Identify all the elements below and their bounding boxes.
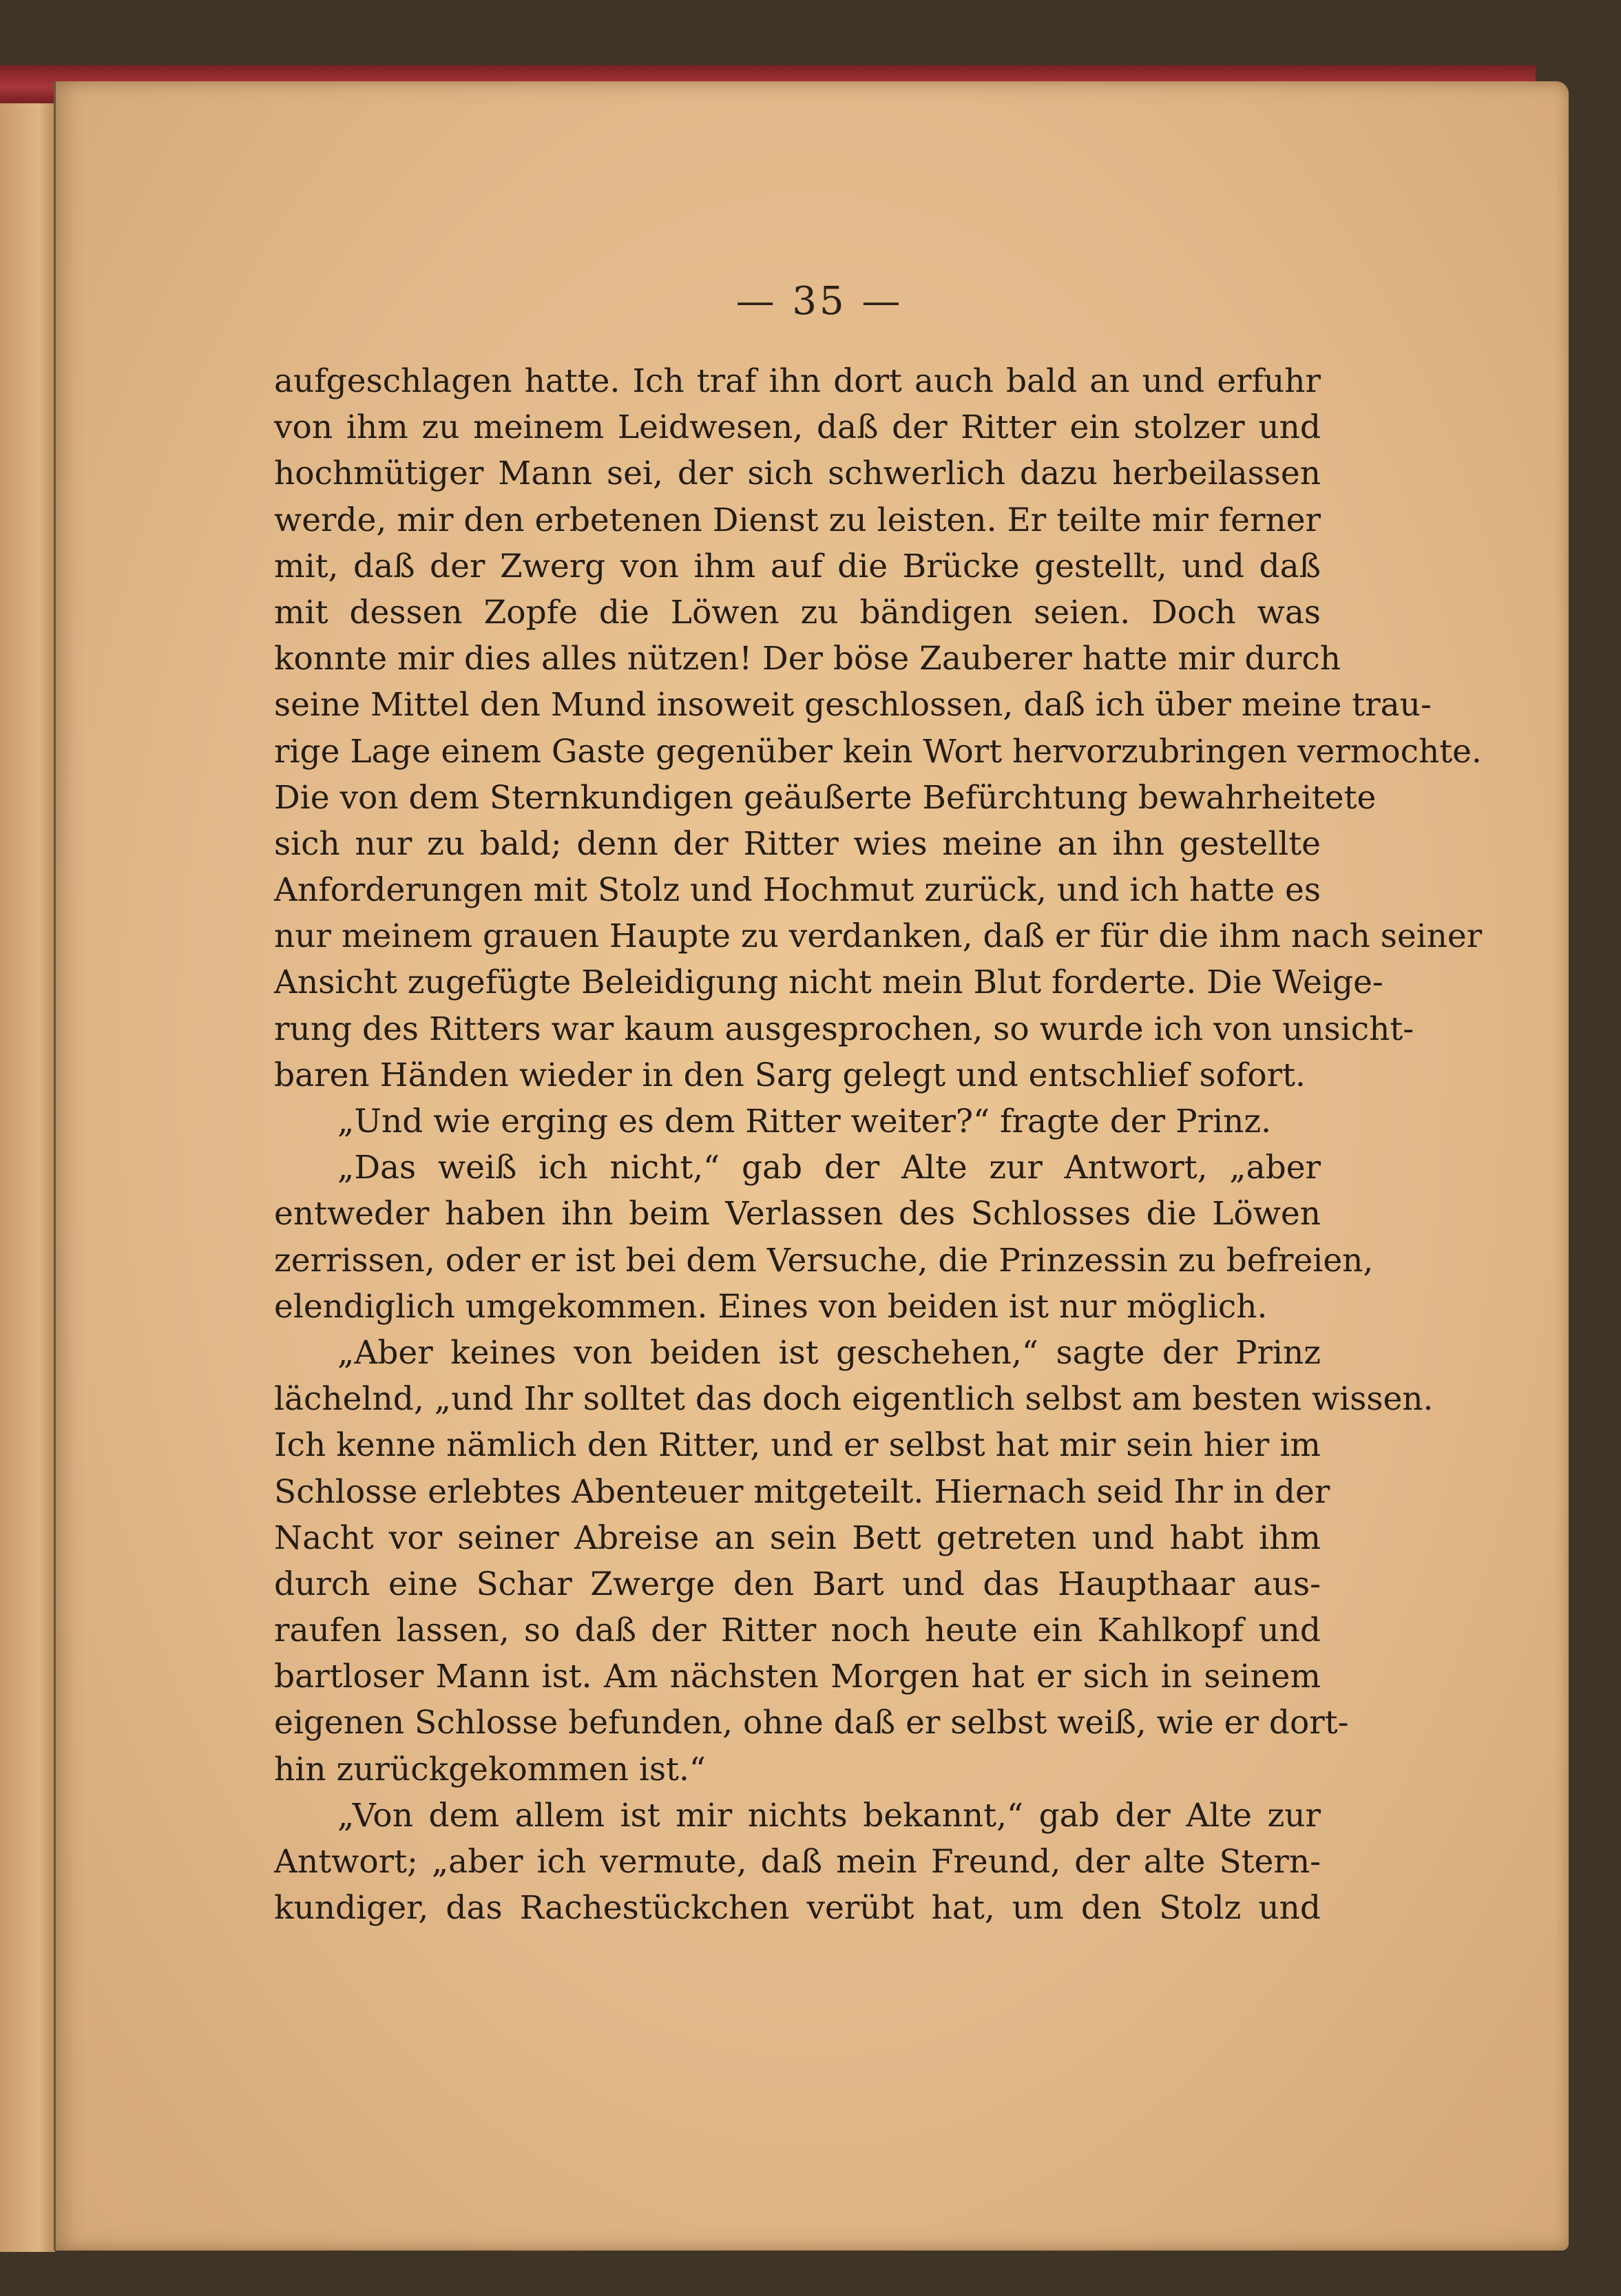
text-line: sich nur zu bald; denn der Ritter wies meine an ihn gestellte bbox=[274, 824, 1321, 863]
text-line: durch eine Schar Zwerge den Bart und das Haupthaar aus- bbox=[274, 1565, 1321, 1603]
text-line: konnte mir dies alles nützen! Der böse Zauberer hatte mir durch bbox=[274, 640, 1341, 678]
text-line: hin zurückgekommen ist.“ bbox=[274, 1750, 706, 1788]
text-line: bartloser Mann ist. Am nächsten Morgen hat er sich in seinem bbox=[274, 1658, 1321, 1696]
text-line: „Das weiß ich nicht,“ gab der Alte zur Antwort, „aber bbox=[337, 1149, 1321, 1187]
text-line: Antwort; „aber ich vermute, daß mein Freund, der alte Stern- bbox=[274, 1843, 1321, 1881]
text-line: kundiger, das Rachestückchen verübt hat, um den Stolz und bbox=[274, 1889, 1321, 1928]
text-line: baren Händen wieder in den Sarg gelegt und entschlief sofort. bbox=[274, 1056, 1306, 1094]
text-line: „Von dem allem ist mir nichts bekannt,“ gab der Alte zur bbox=[337, 1796, 1321, 1835]
text-line: Schlosse erlebtes Abenteuer mitgeteilt. Hiernach seid Ihr in der bbox=[274, 1472, 1330, 1511]
text-line: von ihm zu meinem Leidwesen, daß der Ritter ein stolzer und bbox=[274, 408, 1321, 447]
text-line: mit dessen Zopfe die Löwen zu bändigen seien. Doch was bbox=[274, 593, 1321, 632]
text-line: entweder haben ihn beim Verlassen des Schlosses die Löwen bbox=[274, 1195, 1321, 1233]
text-line: Anforderungen mit Stolz und Hochmut zurück, und ich hatte es bbox=[274, 871, 1321, 910]
text-line: elendiglich umgekommen. Eines von beiden ist nur möglich. bbox=[274, 1287, 1268, 1326]
text-line: lächelnd, „und Ihr solltet das doch eigentlich selbst am besten wissen. bbox=[274, 1380, 1434, 1419]
text-line: Ich kenne nämlich den Ritter, und er selbst hat mir sein hier im bbox=[274, 1426, 1321, 1465]
text-line: rung des Ritters war kaum ausgesprochen, so wurde ich von unsicht- bbox=[274, 1010, 1414, 1048]
text-line: Ansicht zugefügte Beleidigung nicht mein Blut forderte. Die Weige- bbox=[274, 963, 1383, 1002]
page-number: — 35 — bbox=[735, 279, 903, 324]
text-line: rige Lage einem Gaste gegenüber kein Wort hervorzubringen vermochte. bbox=[274, 732, 1482, 771]
text-line: werde, mir den erbetenen Dienst zu leisten. Er teilte mir ferner bbox=[274, 501, 1321, 539]
text-line: zerrissen, oder er ist bei dem Versuche, die Prinzessin zu befreien, bbox=[274, 1241, 1374, 1280]
text-line: eigenen Schlosse befunden, ohne daß er selbst weiß, wie er dort- bbox=[274, 1704, 1349, 1742]
gutter-line bbox=[54, 81, 56, 2251]
body-text bbox=[274, 358, 1483, 2025]
text-line: Nacht vor seiner Abreise an sein Bett getreten und habt ihm bbox=[274, 1519, 1321, 1557]
text-line: hochmütiger Mann sei, der sich schwerlich dazu herbeilassen bbox=[274, 455, 1321, 493]
text-line: „Aber keines von beiden ist geschehen,“ sagte der Prinz bbox=[337, 1333, 1321, 1372]
text-line: „Und wie erging es dem Ritter weiter?“ fragte der Prinz. bbox=[337, 1103, 1272, 1140]
facing-page-edge bbox=[0, 103, 55, 2252]
text-line: aufgeschlagen hatte. Ich traf ihn dort auch bald an und erfuhr bbox=[274, 362, 1321, 400]
text-line: seine Mittel den Mund insoweit geschlossen, daß ich über meine trau- bbox=[274, 686, 1432, 724]
text-line: nur meinem grauen Haupte zu verdanken, daß er für die ihm nach seiner bbox=[274, 917, 1483, 956]
text-line: Die von dem Sternkundigen geäußerte Befürchtung bewahrheitete bbox=[274, 778, 1377, 817]
text-line: raufen lassen, so daß der Ritter noch heute ein Kahlkopf und bbox=[274, 1611, 1321, 1650]
text-line: mit, daß der Zwerg von ihm auf die Brücke gestellt, und daß bbox=[274, 547, 1321, 585]
